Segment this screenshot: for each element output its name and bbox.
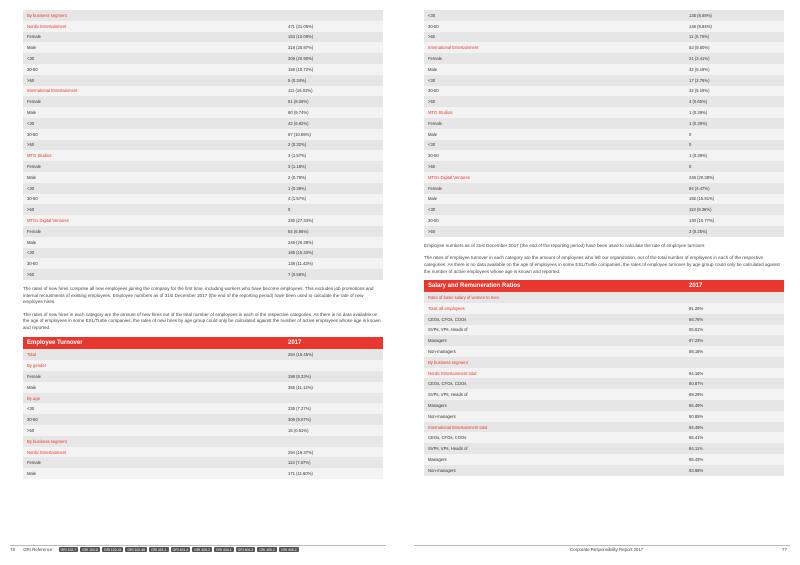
row-label: Male — [27, 239, 37, 245]
row-label: International Entertainment total — [428, 424, 488, 430]
row-value: 192 (15.91%) — [689, 196, 715, 202]
table-row — [424, 42, 784, 53]
table-row — [424, 96, 784, 107]
table-row — [424, 346, 784, 357]
row-value: 0 — [689, 164, 692, 170]
table-row — [424, 150, 784, 161]
row-value: 135 (8.68%) — [689, 12, 712, 18]
row-value: 318 (20.97%) — [288, 45, 314, 51]
table-row — [23, 371, 383, 382]
row-value: 16 (0.51%) — [288, 427, 309, 433]
table-row — [23, 107, 383, 118]
row-label: Male — [27, 384, 37, 390]
gri-label: GRI Reference: — [23, 547, 54, 553]
row-value: 32 (5.19%) — [689, 88, 710, 94]
row-value: 158 (10.72%) — [288, 66, 314, 72]
row-value: 198 (5.33%) — [288, 373, 311, 379]
table-row — [424, 32, 784, 43]
row-value: 87.23% — [689, 338, 704, 344]
right-page-number: 77 — [782, 547, 788, 552]
table-row — [23, 248, 383, 259]
row-label: Male — [428, 131, 438, 137]
row-value: 51 (8.26%) — [288, 99, 309, 105]
table-row — [424, 389, 784, 400]
table-row — [424, 422, 784, 433]
row-value: 246 (20.38%) — [288, 239, 314, 245]
table-row — [424, 378, 784, 389]
row-label: 30-50 — [27, 131, 38, 137]
table-row — [424, 118, 784, 129]
table-row — [23, 118, 383, 129]
row-label: MTG Studios — [27, 153, 52, 159]
table-row — [424, 432, 784, 443]
row-label: <30 — [428, 77, 436, 83]
row-label: >50 — [428, 99, 436, 105]
row-value: 86.49% — [689, 402, 704, 408]
table-row — [424, 86, 784, 97]
row-value: 88.18% — [689, 348, 704, 354]
table-row — [23, 436, 383, 447]
gri-reference-badge: GRI 401-1 — [151, 547, 167, 552]
gri-reference-badge: GRI 405-2 — [194, 547, 210, 552]
table-row — [424, 64, 784, 75]
row-label: >50 — [428, 164, 436, 170]
row-value: 66.78% — [689, 316, 704, 322]
turnover-year: 2017 — [288, 340, 302, 347]
turnover-title: Employee Turnover — [27, 340, 83, 347]
table-row — [424, 129, 784, 140]
row-value: 153 (10.08%) — [288, 34, 314, 40]
table-row — [23, 161, 383, 172]
row-value: 11 (0.75%) — [689, 34, 710, 40]
table-row — [23, 237, 383, 248]
right-page — [424, 10, 784, 476]
row-label: Non-managers — [428, 467, 456, 473]
table-row — [23, 86, 383, 97]
row-label: <30 — [27, 406, 35, 412]
row-label: Nordic Entertainment total — [428, 370, 477, 376]
row-value: 32 (5.19%) — [689, 66, 710, 72]
table-row — [23, 42, 383, 53]
row-label: SVPs, VPs, Heads of — [428, 392, 468, 398]
right-page-number-wrap — [782, 547, 787, 552]
row-label: Ratio of basic salary of women to men — [428, 295, 499, 300]
row-value: 471 (31.05%) — [288, 23, 314, 29]
row-label: Female — [428, 56, 442, 62]
table-row — [23, 258, 383, 269]
turnover-table-header — [23, 337, 383, 349]
row-label: By business segment — [27, 438, 67, 444]
row-label: Female — [428, 185, 442, 191]
table-row — [424, 411, 784, 422]
row-label: Male — [428, 196, 438, 202]
salary-table — [424, 292, 784, 476]
table-row — [23, 64, 383, 75]
row-label: Female — [27, 164, 41, 170]
table-row — [23, 194, 383, 205]
table-row — [23, 53, 383, 64]
turnover-note-2: The rates of employee turnover in each category are the amount of employees who left our organization, out of the total number of employees in each of the respective categories. As there is no data available on the age of employees in some ESL/Turtle companies, the rates of employee turnover by age group could only be calculated against the number of active employees whose age is known and reported. — [424, 255, 780, 274]
table-row — [424, 204, 784, 215]
table-row — [424, 335, 784, 346]
row-value: 185 (15.33%) — [288, 250, 314, 256]
row-value: 113 (9.36%) — [689, 207, 712, 213]
table-row — [424, 368, 784, 379]
table-row — [424, 314, 784, 325]
row-value: 130 (10.77%) — [689, 218, 715, 224]
table-row — [424, 172, 784, 183]
row-value: 4 (1.57%) — [288, 196, 307, 202]
row-value: 7 (0.58%) — [288, 272, 307, 278]
table-row — [23, 150, 383, 161]
row-label: SVPs, VPs, Heads of — [428, 327, 468, 333]
row-label: By business segment — [27, 12, 67, 18]
row-value: 84.16% — [689, 370, 704, 376]
row-value: 67 (10.88%) — [288, 131, 311, 137]
gri-reference-badge: GRI 102-41 — [103, 547, 122, 552]
salary-title: Salary and Remuneration Ratios — [428, 283, 521, 290]
row-value: 2 (0.32%) — [288, 142, 307, 148]
row-value: 246 (20.38%) — [689, 174, 715, 180]
row-label: Female — [27, 99, 41, 105]
row-label: <30 — [428, 207, 436, 213]
table-row — [23, 10, 383, 21]
row-value: 21 (3.41%) — [689, 56, 710, 62]
row-value: 330 (27.34%) — [288, 218, 314, 224]
table-row — [424, 454, 784, 465]
gri-reference-badge: GRI 404-3 — [237, 547, 254, 552]
gri-reference-badge: GRI 401-3 — [172, 547, 189, 552]
row-label: 30-50 — [428, 88, 439, 94]
row-label: Total, all employees — [428, 305, 465, 311]
table-row — [424, 183, 784, 194]
table-row — [23, 21, 383, 32]
row-value: 84 (6.96%) — [288, 228, 309, 234]
table-row — [424, 325, 784, 336]
row-value: 80.85% — [689, 413, 704, 419]
row-label: <30 — [27, 185, 35, 191]
table-row — [23, 457, 383, 468]
row-label: SVPs, VPs, Heads of — [428, 446, 468, 452]
row-value: 0 — [288, 207, 291, 213]
table-row — [424, 303, 784, 314]
gri-reference-badge: GRI 102-7 — [60, 547, 77, 552]
row-value: 294 (19.37%) — [288, 449, 314, 455]
row-label: >50 — [428, 228, 436, 234]
row-label: CEOs, CFOs, COOs — [428, 381, 467, 387]
table-row — [424, 107, 784, 118]
row-value: 85.43% — [689, 456, 704, 462]
left-footer-rule — [10, 545, 386, 546]
row-label: Female — [27, 34, 41, 40]
row-value: 171 (11.60%) — [288, 471, 313, 477]
row-value: 1 (0.39%) — [689, 110, 708, 116]
row-value: 5 (0.34%) — [288, 77, 307, 83]
row-label: Managers — [428, 456, 447, 462]
row-label: By age — [27, 395, 41, 401]
row-label: <30 — [27, 250, 35, 256]
row-value: 65.41% — [689, 435, 704, 441]
row-label: Non-managers — [428, 348, 456, 354]
row-label: 30-50 — [428, 23, 439, 29]
row-value: 60 (9.74%) — [288, 110, 309, 116]
table-row — [23, 75, 383, 86]
row-value: 1 (0.39%) — [689, 120, 708, 126]
table-row — [23, 393, 383, 404]
row-label: 30-50 — [428, 153, 439, 159]
table-row — [23, 360, 383, 371]
turnover-table — [23, 349, 383, 479]
row-value: 84 (4.47%) — [689, 185, 710, 191]
row-label: Total — [27, 352, 36, 358]
row-value: 235 (7.27%) — [288, 406, 311, 412]
row-value: 4 (0.65%) — [689, 99, 708, 105]
row-label: International Entertainment — [27, 88, 78, 94]
gri-reference-badge: GRI 405-1 — [259, 547, 275, 552]
row-value: 355 (11.12%) — [288, 384, 313, 390]
gri-reference-badge: GRI 102-8 — [82, 547, 98, 552]
row-label: Female — [27, 228, 41, 234]
table-row — [424, 292, 784, 303]
row-label: Managers — [428, 402, 447, 408]
left-footer — [10, 547, 299, 552]
salary-year: 2017 — [689, 283, 703, 290]
table-row — [424, 357, 784, 368]
table-row — [424, 10, 784, 21]
row-label: >50 — [27, 207, 35, 213]
table-row — [23, 382, 383, 393]
table-row — [23, 425, 383, 436]
row-label: MTGx Digital Ventures — [27, 218, 69, 224]
row-value: 84.11% — [689, 446, 703, 452]
row-value: 0 — [689, 131, 692, 137]
table-row — [23, 172, 383, 183]
left-page-number: 76 — [10, 547, 16, 553]
row-label: By gender — [27, 363, 47, 369]
row-label: Non-managers — [428, 413, 456, 419]
right-footer-rule — [414, 545, 790, 546]
table-row — [424, 465, 784, 476]
row-label: 30-50 — [27, 196, 38, 202]
row-value: 308 (20.90%) — [288, 56, 314, 62]
turnover-table-continued — [424, 10, 784, 237]
row-value: 3 (1.57%) — [288, 153, 307, 159]
table-row — [23, 215, 383, 226]
gri-reference-badge: GRI 102-48 — [127, 547, 146, 552]
row-label: Female — [27, 373, 41, 379]
row-label: <30 — [27, 56, 35, 62]
row-label: Male — [27, 45, 37, 51]
row-label: Nordic Entertainment — [27, 23, 67, 29]
new-hires-note-2: The rates of new hires in each category are the amount of new hires out of the total number of employees in each of the respective categories. As there is no data available on the age of employees in some ESL/Turtle companies, the rates of new hires by age group could only be calculated against the number of active employees whose age is known and reported. — [23, 311, 381, 330]
report-title: Corporate Responsibility Report 2017 — [570, 547, 644, 552]
row-label: 30-50 — [27, 261, 38, 267]
row-label: Male — [27, 110, 37, 116]
row-label: Nordic Entertainment — [27, 449, 67, 455]
row-label: 30-50 — [27, 66, 38, 72]
table-row — [424, 400, 784, 411]
row-value: 81.26% — [689, 305, 704, 311]
table-row — [424, 215, 784, 226]
table-row — [424, 140, 784, 151]
table-row — [23, 414, 383, 425]
right-footer-title — [570, 547, 643, 552]
table-row — [23, 140, 383, 151]
table-row — [23, 403, 383, 414]
row-value: 113 (7.67%) — [288, 460, 311, 466]
row-value: 65.61% — [689, 327, 704, 333]
row-label: 30-50 — [428, 218, 439, 224]
table-row — [23, 447, 383, 458]
row-label: >50 — [27, 272, 35, 278]
row-value: 17 (2.76%) — [689, 77, 710, 83]
table-row — [424, 443, 784, 454]
new-hires-table — [23, 10, 383, 280]
table-row — [424, 21, 784, 32]
table-row — [23, 32, 383, 43]
table-row — [23, 129, 383, 140]
row-label: MTGx Digital Ventures — [428, 174, 470, 180]
row-value: 284 (16.45%) — [288, 352, 314, 358]
row-value: 3 (0.25%) — [689, 228, 708, 234]
row-label: >50 — [27, 427, 35, 433]
row-value: 306 (9.67%) — [288, 417, 311, 423]
table-row — [23, 96, 383, 107]
row-value: 1 (0.39%) — [288, 185, 307, 191]
salary-table-header — [424, 280, 784, 292]
row-value: 0 — [689, 142, 692, 148]
row-label: Female — [27, 460, 41, 466]
row-label: CEOs, CFOs, COOs — [428, 316, 467, 322]
row-label: International Entertainment — [428, 45, 479, 51]
gri-reference-badge: GRI 404-1 — [215, 547, 232, 552]
row-value: 2 (0.79%) — [288, 174, 307, 180]
table-row — [23, 349, 383, 360]
row-value: 83.68% — [689, 467, 704, 473]
row-label: >50 — [27, 142, 35, 148]
table-row — [23, 204, 383, 215]
new-hires-note-1: The rates of new hires comprise all new employees joining the company for the first time, including workers who have become employees. This excludes job promotions and internal recruitments of existing employees. Employee numbers as of 31st December 2017 (the end of the reporting period) have been used to calculate the rate of new employee hires. — [23, 285, 374, 305]
row-value: 138 (11.43%) — [288, 261, 313, 267]
row-label: Female — [428, 120, 442, 126]
row-value: 80.87% — [689, 381, 704, 387]
left-page — [23, 10, 383, 479]
row-label: <30 — [428, 142, 436, 148]
table-row — [424, 75, 784, 86]
row-label: MTG Studios — [428, 110, 453, 116]
row-label: CEOs, CFOs, COOs — [428, 435, 467, 441]
table-row — [424, 194, 784, 205]
row-value: 84.49% — [689, 424, 704, 430]
row-value: 1 (0.39%) — [689, 153, 708, 159]
row-label: <30 — [27, 120, 35, 126]
row-label: <30 — [428, 12, 436, 18]
table-row — [424, 53, 784, 64]
table-row — [23, 269, 383, 280]
row-label: Male — [27, 174, 37, 180]
row-value: 68.29% — [689, 392, 704, 398]
row-value: 146 (9.84%) — [689, 23, 712, 29]
row-label: Managers — [428, 338, 447, 344]
gri-reference-badge: GRI 405-2 — [280, 547, 297, 552]
row-value: 111 (16.03%) — [288, 88, 313, 94]
row-label: Male — [428, 66, 438, 72]
table-row — [23, 183, 383, 194]
table-row — [23, 468, 383, 479]
row-label: By business segment — [428, 359, 468, 365]
row-label: 30-50 — [27, 417, 38, 423]
row-label: >50 — [27, 77, 35, 83]
gri-reference-list — [59, 547, 299, 552]
row-label: >50 — [428, 34, 436, 40]
row-label: Male — [27, 471, 37, 477]
table-row — [23, 226, 383, 237]
row-value: 3 (1.18%) — [288, 164, 307, 170]
turnover-note-1: Employee numbers as of 31st December 2017 (the end of the reporting period) have been used to calculate the rate of employee turnover. — [424, 242, 706, 248]
table-row — [424, 226, 784, 237]
row-value: 42 (6.82%) — [288, 120, 309, 126]
row-value: 53 (8.60%) — [689, 45, 710, 51]
table-row — [424, 161, 784, 172]
